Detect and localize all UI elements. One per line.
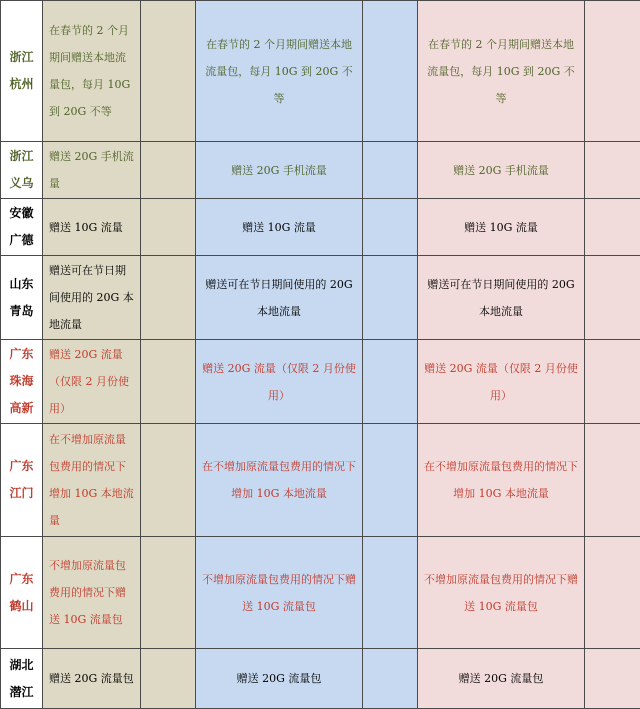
table-row xyxy=(1,340,640,424)
spacer-cell xyxy=(585,199,640,256)
spacer-cell xyxy=(141,199,196,256)
policy-cell-a: 赠送 20G 流量包 xyxy=(43,649,141,709)
policy-cell-b: 在春节的 2 个月期间赠送本地流量包，每月 10G 到 20G 不等 xyxy=(196,1,363,142)
spacer-cell xyxy=(141,256,196,340)
region-cell: 山东青岛 xyxy=(1,256,43,340)
policy-cell-b: 不增加原流量包费用的情况下赠送 10G 流量包 xyxy=(196,537,363,649)
policy-cell-c: 赠送 20G 流量（仅限 2 月份使用） xyxy=(418,340,585,424)
spacer-cell xyxy=(585,649,640,709)
spacer-cell xyxy=(363,1,418,142)
policy-cell-a: 赠送可在节日期间使用的 20G 本地流量 xyxy=(43,256,141,340)
policy-cell-b: 在不增加原流量包费用的情况下增加 10G 本地流量 xyxy=(196,424,363,537)
policy-cell-a: 赠送 20G 流量（仅限 2 月份使用） xyxy=(43,340,141,424)
region-cell: 浙江义乌 xyxy=(1,142,43,199)
spacer-cell xyxy=(363,256,418,340)
spacer-cell xyxy=(363,340,418,424)
table-row xyxy=(1,649,640,709)
spacer-cell xyxy=(585,142,640,199)
spacer-cell xyxy=(585,1,640,142)
spacer-cell xyxy=(585,340,640,424)
spacer-cell xyxy=(585,537,640,649)
policy-cell-a: 赠送 20G 手机流量 xyxy=(43,142,141,199)
region-cell: 广东珠海高新 xyxy=(1,340,43,424)
policy-cell-b: 赠送 20G 手机流量 xyxy=(196,142,363,199)
region-cell: 安徽广德 xyxy=(1,199,43,256)
table-row xyxy=(1,199,640,256)
policy-cell-c: 赠送 20G 流量包 xyxy=(418,649,585,709)
spacer-cell xyxy=(141,340,196,424)
policy-cell-b: 赠送 20G 流量包 xyxy=(196,649,363,709)
region-cell: 浙江杭州 xyxy=(1,1,43,142)
spacer-cell xyxy=(141,142,196,199)
spacer-cell xyxy=(363,537,418,649)
policy-cell-c: 赠送可在节日期间使用的 20G 本地流量 xyxy=(418,256,585,340)
spacer-cell xyxy=(363,424,418,537)
spacer-cell xyxy=(363,142,418,199)
policy-cell-b: 赠送 10G 流量 xyxy=(196,199,363,256)
region-cell: 广东江门 xyxy=(1,424,43,537)
spacer-cell xyxy=(141,424,196,537)
policy-cell-c: 赠送 20G 手机流量 xyxy=(418,142,585,199)
spacer-cell xyxy=(141,649,196,709)
policy-cell-b: 赠送可在节日期间使用的 20G 本地流量 xyxy=(196,256,363,340)
region-cell: 湖北潜江 xyxy=(1,649,43,709)
table-row xyxy=(1,142,640,199)
policy-cell-b: 赠送 20G 流量（仅限 2 月份使用） xyxy=(196,340,363,424)
table-row xyxy=(1,424,640,537)
policy-cell-a: 赠送 10G 流量 xyxy=(43,199,141,256)
region-cell: 广东鹤山 xyxy=(1,537,43,649)
spacer-cell xyxy=(585,256,640,340)
table-row xyxy=(1,537,640,649)
spacer-cell xyxy=(141,1,196,142)
policy-cell-c: 在春节的 2 个月期间赠送本地流量包，每月 10G 到 20G 不等 xyxy=(418,1,585,142)
policy-cell-c: 不增加原流量包费用的情况下赠送 10G 流量包 xyxy=(418,537,585,649)
policy-cell-a: 在不增加原流量包费用的情况下增加 10G 本地流量 xyxy=(43,424,141,537)
table-row xyxy=(1,1,640,142)
spacer-cell xyxy=(141,537,196,649)
spacer-cell xyxy=(363,649,418,709)
policy-cell-a: 不增加原流量包费用的情况下赠送 10G 流量包 xyxy=(43,537,141,649)
table-row xyxy=(1,256,640,340)
spacer-cell xyxy=(585,424,640,537)
policy-cell-c: 赠送 10G 流量 xyxy=(418,199,585,256)
policy-cell-c: 在不增加原流量包费用的情况下增加 10G 本地流量 xyxy=(418,424,585,537)
spacer-cell xyxy=(363,199,418,256)
policy-cell-a: 在春节的 2 个月期间赠送本地流量包，每月 10G 到 20G 不等 xyxy=(43,1,141,142)
